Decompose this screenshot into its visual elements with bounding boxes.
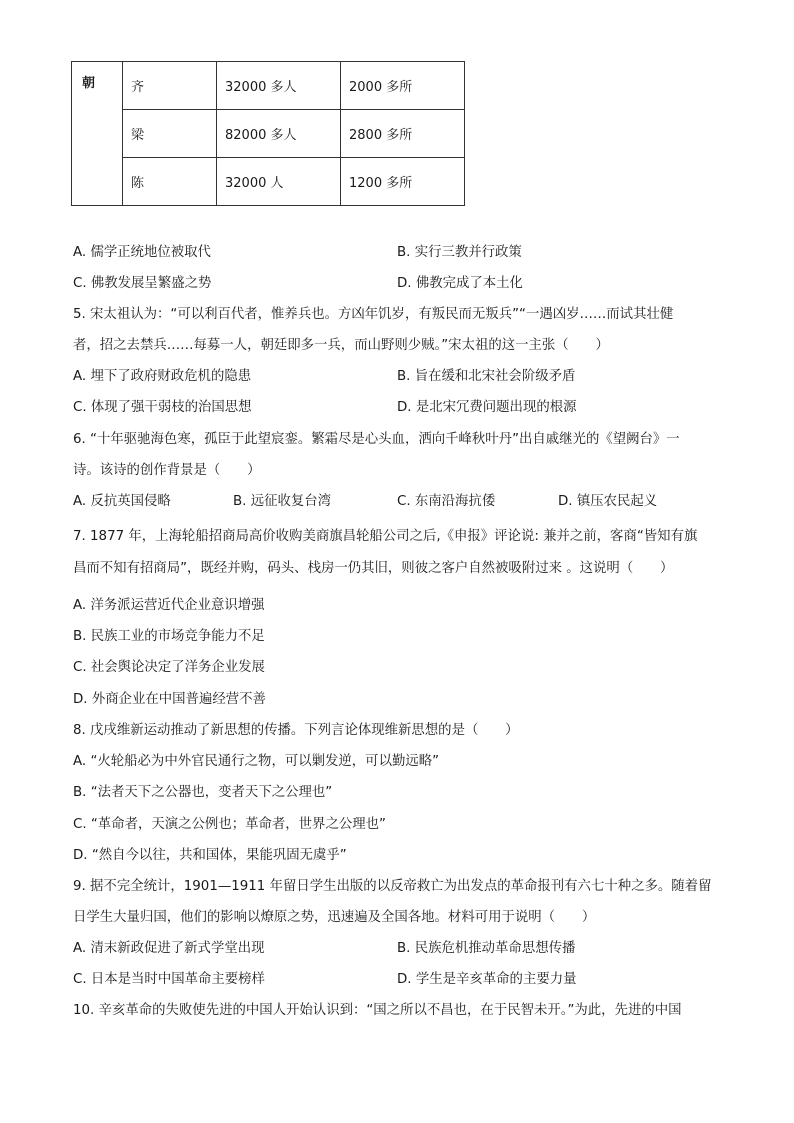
dynasty-name: 陈 [123, 158, 217, 206]
q6-option-a: A. 反抗英国侵略 [73, 494, 171, 509]
q9-stem-line-2: 日学生大量归国，他们的影响以燎原之势，迅速遍及全国各地。材料可用于说明（ ） [73, 910, 596, 925]
q4-option-c: C. 佛教发展呈繁盛之势 [73, 276, 212, 291]
q7-option-b: B. 民族工业的市场竞争能力不足 [73, 629, 265, 644]
q5-stem-line-2: 者，招之去禁兵……每募一人，朝廷即多一兵，而山野则少贼。”宋太祖的这一主张（ ） [73, 338, 609, 353]
q9-stem-line-1: 9. 据不完全统计，1901—1911 年留日学生出版的以反帝救亡为出发点的革命报刊有六七十种之多。随着留 [73, 879, 712, 894]
table-row [72, 158, 465, 206]
temple-count: 2800 多所 [341, 110, 465, 158]
q8-option-c: C. “革命者，天演之公例也；革命者，世界之公理也” [73, 817, 386, 832]
q8-option-b: B. “法者天下之公器也，变者天下之公理也” [73, 785, 333, 800]
q9-option-b: B. 民族危机推动革命思想传播 [397, 941, 576, 956]
q8-stem-line-1: 8. 戊戌维新运动推动了新思想的传播。下列言论体现维新思想的是（ ） [73, 723, 519, 738]
dynasty-name: 梁 [123, 110, 217, 158]
q7-stem-line-1: 7. 1877 年，上海轮船招商局高价收购美商旗昌轮船公司之后,《申报》评论说: 兼并之前，客商“皆知有旗 [73, 529, 698, 544]
q6-option-c: C. 东南沿海抗倭 [397, 494, 496, 509]
temple-count: 1200 多所 [341, 158, 465, 206]
q7-stem-line-2: 昌而不知有招商局”，既经并购，码头、栈房一仍其旧，则彼之客户自然被吸附过来 。这说明（ ） [73, 561, 674, 576]
q9-option-a: A. 清末新政促进了新式学堂出现 [73, 941, 265, 956]
q4-option-b: B. 实行三教并行政策 [397, 245, 522, 260]
q5-stem-line-1: 5. 宋太祖认为：“可以利百代者，惟养兵也。方凶年饥岁，有叛民而无叛兵”“一遇凶岁……而试其壮健 [73, 307, 674, 322]
q6-stem-line-2: 诗。该诗的创作背景是（ ） [73, 463, 261, 478]
q4-option-a: A. 儒学正统地位被取代 [73, 245, 211, 260]
q5-option-b: B. 旨在缓和北宋社会阶级矛盾 [397, 369, 576, 384]
monk-count: 82000 多人 [217, 110, 341, 158]
q7-option-a: A. 洋务派运营近代企业意识增强 [73, 598, 265, 613]
monk-temple-table [71, 61, 465, 206]
q9-option-c: C. 日本是当时中国革命主要榜样 [73, 972, 265, 987]
q5-option-a: A. 埋下了政府财政危机的隐患 [73, 369, 252, 384]
q4-option-d: D. 佛教完成了本土化 [397, 276, 523, 291]
q7-option-d: D. 外商企业在中国普遍经营不善 [73, 692, 266, 707]
monk-count: 32000 人 [217, 158, 341, 206]
temple-count: 2000 多所 [341, 62, 465, 110]
q5-option-d: D. 是北宋冗费问题出现的根源 [397, 400, 577, 415]
q8-option-a: A. “火轮船必为中外官民通行之物，可以剿发逆，可以勤远略” [73, 754, 440, 769]
dynasty-label: 朝 [82, 76, 96, 91]
q7-option-c: C. 社会舆论决定了洋务企业发展 [73, 660, 265, 675]
table-row [72, 110, 465, 158]
q6-stem-line-1: 6. “十年驱驰海色寒，孤臣于此望宸銮。繁霜尽是心头血，洒向千峰秋叶丹”出自戚继光的《望阙台》一 [73, 432, 680, 447]
q5-option-c: C. 体现了强干弱枝的治国思想 [73, 400, 252, 415]
q6-option-d: D. 镇压农民起义 [558, 494, 658, 509]
q10-stem-line-1: 10. 辛亥革命的失败使先进的中国人开始认识到：“国之所以不昌也，在于民智未开。”为此，先进的中国 [73, 1003, 682, 1018]
q6-option-b: B. 远征收复台湾 [233, 494, 332, 509]
q8-option-d: D. “然自今以往，共和国体，果能巩固无虞乎” [73, 848, 347, 863]
q9-option-d: D. 学生是辛亥革命的主要力量 [397, 972, 577, 987]
dynasty-name: 齐 [123, 62, 217, 110]
table-row [72, 62, 465, 110]
dynasty-label-cell [72, 62, 123, 206]
monk-count: 32000 多人 [217, 62, 341, 110]
